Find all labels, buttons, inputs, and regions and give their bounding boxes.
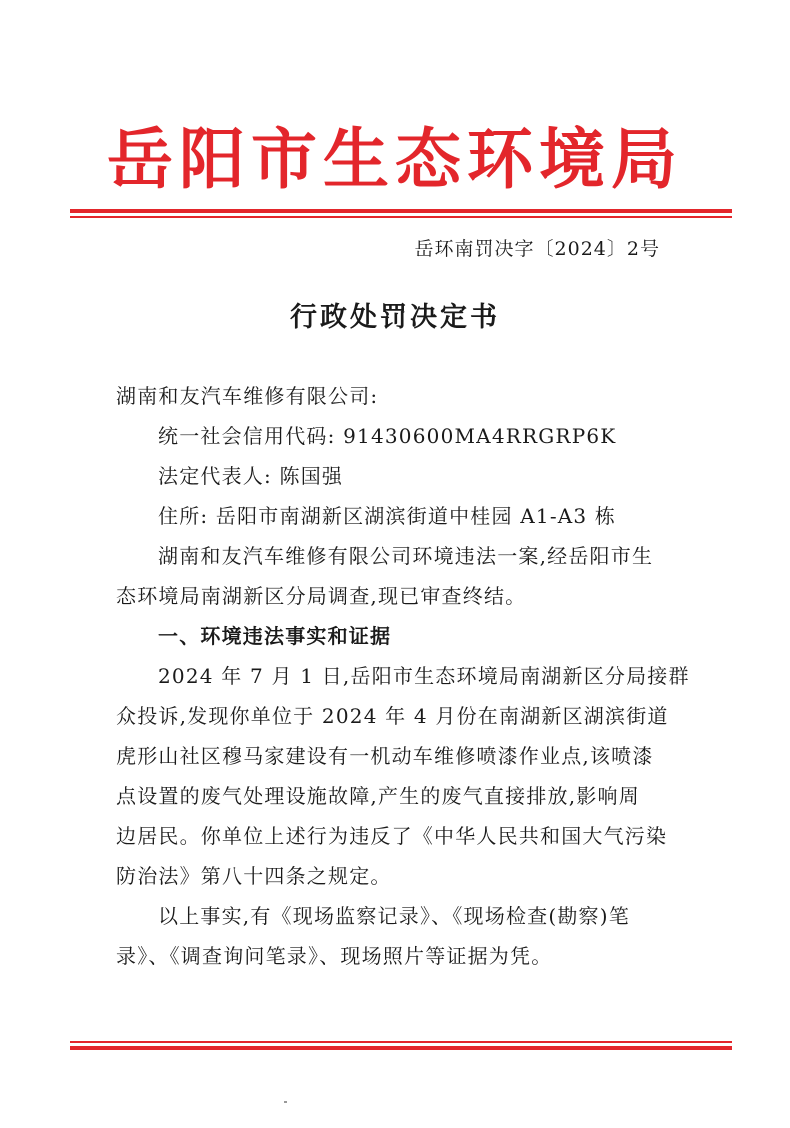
footer-red-rule-thin bbox=[70, 1041, 732, 1043]
intro-line-1: 湖南和友汽车维修有限公司环境违法一案,经岳阳市生 bbox=[158, 544, 654, 568]
facts-line: 虎形山社区穆马家建设有一机动车维修喷漆作业点,该喷漆 bbox=[116, 744, 654, 768]
evidence-line: 以上事实,有《现场监察记录》、《现场检查(勘察)笔 bbox=[158, 904, 630, 928]
letterhead-red-rule-thick bbox=[70, 209, 732, 213]
document-title: 行政处罚决定书 bbox=[290, 302, 500, 333]
section-heading-facts: 一、环境违法事实和证据 bbox=[158, 624, 392, 648]
document-body bbox=[116, 376, 690, 976]
facts-line: 防治法》第八十四条之规定。 bbox=[116, 864, 392, 888]
facts-line: 2024 年 7 月 1 日,岳阳市生态环境局南湖新区分局接群 bbox=[158, 664, 690, 688]
address: 住所: 岳阳市南湖新区湖滨街道中桂园 A1-A3 栋 bbox=[158, 504, 617, 528]
footer-red-rule-thick bbox=[70, 1046, 732, 1050]
facts-line: 边居民。你单位上述行为违反了《中华人民共和国大气污染 bbox=[116, 824, 668, 848]
letterhead-red-rule-thin bbox=[70, 216, 732, 218]
legal-representative: 法定代表人: 陈国强 bbox=[158, 464, 344, 488]
intro-line-2: 态环境局南湖新区分局调查,现已审查终结。 bbox=[116, 584, 527, 608]
scan-speck bbox=[284, 1101, 287, 1103]
evidence-line: 录》、《调查询问笔录》、现场照片等证据为凭。 bbox=[116, 944, 553, 968]
credit-code: 统一社会信用代码: 91430600MA4RRGRP6K bbox=[158, 424, 617, 448]
document-number: 岳环南罚决字〔2024〕2号 bbox=[414, 238, 660, 260]
facts-line: 点设置的废气处理设施故障,产生的废气直接排放,影响周 bbox=[116, 784, 640, 808]
letterhead-agency-name: 岳阳市生态环境局 bbox=[107, 121, 683, 198]
facts-line: 众投诉,发现你单位于 2024 年 4 月份在南湖新区湖滨街道 bbox=[116, 704, 669, 728]
party-name: 湖南和友汽车维修有限公司: bbox=[116, 384, 379, 408]
